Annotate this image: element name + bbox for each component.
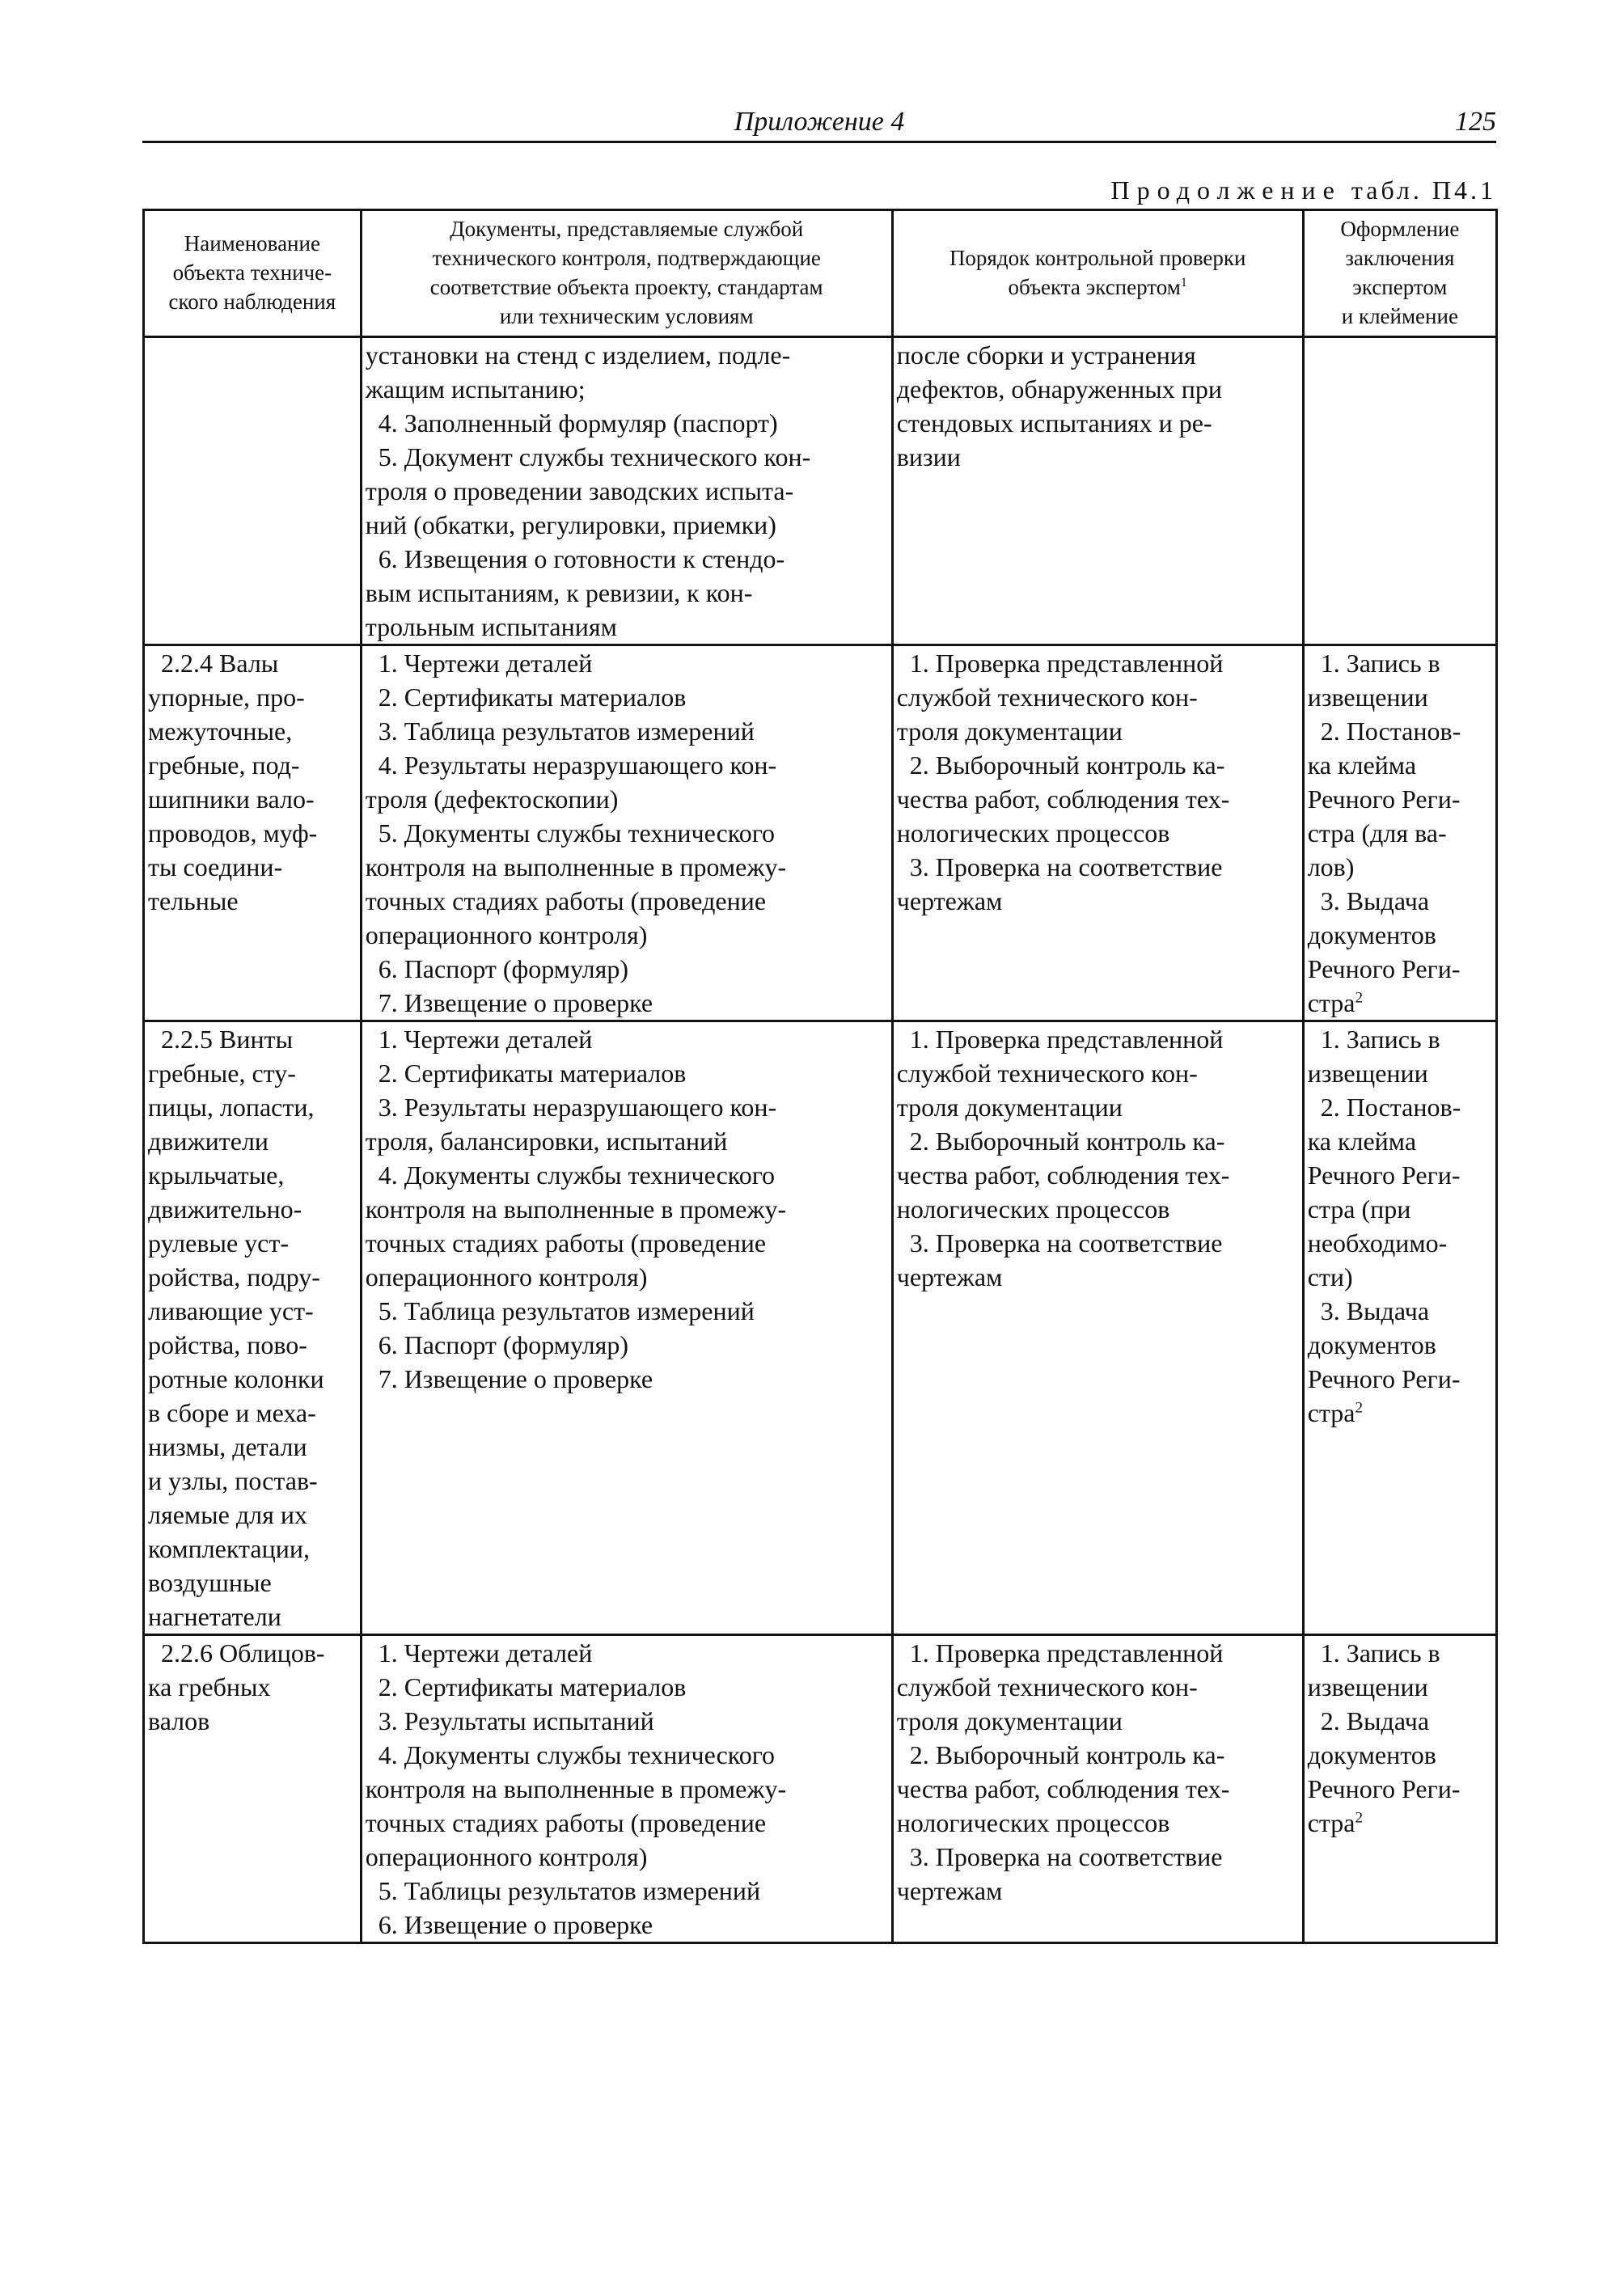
cell-line: 1. Проверка представленной bbox=[909, 1025, 1224, 1054]
cell-line: визии bbox=[896, 442, 961, 471]
cell-line: 3. Результаты неразрушающего кон- bbox=[378, 1093, 777, 1122]
documents-cell bbox=[361, 337, 892, 645]
header-line: объекта экспертом$^1$ bbox=[1008, 275, 1187, 299]
cell-line: упорные, про- bbox=[148, 683, 305, 712]
cell-line: 4. Заполненный формуляр (паспорт) bbox=[378, 408, 778, 437]
cell-line: документов bbox=[1307, 1330, 1436, 1359]
table-body bbox=[144, 337, 1497, 1943]
cell-line: 6. Паспорт (формуляр) bbox=[378, 1330, 628, 1359]
table-row bbox=[144, 1635, 1497, 1943]
header-line: Оформление bbox=[1340, 217, 1460, 241]
object-cell bbox=[144, 337, 362, 645]
cell-line: ка гребных bbox=[148, 1672, 271, 1701]
conclusion-cell bbox=[1303, 645, 1496, 1021]
cell-line: троля документации bbox=[896, 1706, 1123, 1735]
header-line: соответствие объекта проекту, стандартам bbox=[429, 275, 823, 299]
cell-line: 3. Таблица результатов измерений bbox=[378, 716, 755, 746]
cell-line: нологических процессов bbox=[896, 1808, 1170, 1837]
header-line: ского наблюдения bbox=[168, 290, 336, 314]
cell-line: дефектов, обнаруженных при bbox=[896, 374, 1222, 404]
column-header-documents bbox=[361, 210, 892, 337]
cell-line: тельные bbox=[148, 886, 239, 915]
section-title: Приложение 4 bbox=[734, 107, 905, 137]
cell-line: ка клейма bbox=[1307, 750, 1417, 780]
cell-line: ты соедини- bbox=[148, 852, 283, 881]
cell-line: ройства, пово- bbox=[148, 1330, 307, 1359]
object-cell bbox=[144, 1021, 362, 1635]
documents-cell bbox=[361, 1021, 892, 1635]
column-header-conclusion bbox=[1303, 210, 1496, 337]
cell-line: чертежам bbox=[896, 1262, 1003, 1291]
cell-line: 6. Паспорт (формуляр) bbox=[378, 954, 628, 983]
cell-line: трольным испытаниям bbox=[365, 612, 617, 641]
cell-line: 1. Запись в bbox=[1320, 1638, 1440, 1668]
running-header bbox=[142, 105, 1496, 143]
footnote-mark: 2 bbox=[1355, 1399, 1364, 1417]
cell-line: вым испытаниям, к ревизии, к кон- bbox=[365, 578, 753, 607]
cell-line: в сборе и меха- bbox=[148, 1398, 316, 1427]
cell-line: чертежам bbox=[896, 1876, 1003, 1905]
conclusion-cell bbox=[1303, 1635, 1496, 1943]
table-reference: табл. П4.1 bbox=[1351, 175, 1496, 205]
cell-line: 5. Документ службы технического кон- bbox=[378, 442, 811, 471]
cell-line: 2. Сертификаты материалов bbox=[378, 1059, 687, 1088]
cell-line: 3. Выдача bbox=[1320, 886, 1430, 915]
cell-line: 3. Проверка на соответствие bbox=[909, 852, 1223, 881]
header-line: экспертом bbox=[1352, 275, 1448, 299]
cell-line: нагнетатели bbox=[148, 1602, 281, 1631]
cell-line: 1. Чертежи деталей bbox=[378, 649, 593, 678]
footnote-mark: 1 bbox=[1180, 275, 1187, 290]
cell-line: пицы, лопасти, bbox=[148, 1093, 315, 1122]
object-cell bbox=[144, 645, 362, 1021]
cell-line: Речного Реги- bbox=[1307, 1364, 1461, 1393]
cell-line: и узлы, постав- bbox=[148, 1466, 318, 1495]
cell-line: сти) bbox=[1307, 1262, 1353, 1291]
cell-line: контроля на выполненные в промежу- bbox=[365, 1774, 787, 1803]
cell-line: 4. Документы службы технического bbox=[378, 1160, 776, 1190]
cell-line: 1. Проверка представленной bbox=[909, 1638, 1224, 1668]
cell-line: шипники вало- bbox=[148, 784, 315, 814]
cell-line: контроля на выполненные в промежу- bbox=[365, 852, 787, 881]
cell-line: 5. Таблицы результатов измерений bbox=[378, 1876, 761, 1905]
column-header-object bbox=[144, 210, 362, 337]
cell-line: стра (для ва- bbox=[1307, 818, 1447, 848]
cell-line: 6. Извещения о готовности к стендо- bbox=[378, 544, 785, 573]
cell-line: 2.2.6 Облицов- bbox=[161, 1638, 325, 1668]
cell-line: операционного контроля) bbox=[365, 920, 648, 949]
cell-line: 2. Постанов- bbox=[1320, 716, 1461, 746]
cell-line: нологических процессов bbox=[896, 1194, 1170, 1224]
inspection-table bbox=[142, 209, 1498, 1944]
cell-line: операционного контроля) bbox=[365, 1262, 648, 1291]
cell-line: жащим испытанию; bbox=[365, 374, 586, 404]
page-number: 125 bbox=[1455, 107, 1496, 137]
cell-line: Речного Реги- bbox=[1307, 954, 1461, 983]
cell-line: извещении bbox=[1307, 683, 1428, 712]
cell-line: стра$^2$ bbox=[1307, 1398, 1364, 1427]
cell-line: ротные колонки bbox=[148, 1364, 324, 1393]
cell-line: ливающие уст- bbox=[148, 1296, 314, 1325]
cell-line: извещении bbox=[1307, 1059, 1428, 1088]
cell-line: 1. Чертежи деталей bbox=[378, 1638, 593, 1668]
cell-line: чества работ, соблюдения тех- bbox=[896, 1774, 1230, 1803]
cell-line: чества работ, соблюдения тех- bbox=[896, 1160, 1230, 1190]
cell-line: стендовых испытаниях и ре- bbox=[896, 408, 1212, 437]
documents-cell bbox=[361, 645, 892, 1021]
footnote-mark: 2 bbox=[1355, 1809, 1364, 1827]
cell-line: 6. Извещение о проверке bbox=[378, 1910, 653, 1939]
continuation-label: Продолжение bbox=[1110, 175, 1342, 205]
check-cell bbox=[892, 645, 1303, 1021]
table-row bbox=[144, 337, 1497, 645]
conclusion-cell bbox=[1303, 1021, 1496, 1635]
cell-line: документов bbox=[1307, 1740, 1436, 1769]
cell-line: необходимо- bbox=[1307, 1228, 1448, 1258]
cell-line: крыльчатые, bbox=[148, 1160, 285, 1190]
cell-line: стра$^2$ bbox=[1307, 1808, 1364, 1837]
cell-line: 2. Сертификаты материалов bbox=[378, 1672, 687, 1701]
cell-line: 2. Сертификаты материалов bbox=[378, 683, 687, 712]
header-line: технического контроля, подтверждающие bbox=[432, 246, 821, 270]
cell-line: 3. Проверка на соответствие bbox=[909, 1842, 1223, 1871]
cell-line: 3. Выдача bbox=[1320, 1296, 1430, 1325]
cell-line: движительно- bbox=[148, 1194, 302, 1224]
cell-line: межуточные, bbox=[148, 716, 293, 746]
cell-line: рулевые уст- bbox=[148, 1228, 289, 1258]
cell-line: точных стадиях работы (проведение bbox=[365, 886, 767, 915]
cell-line: 4. Результаты неразрушающего кон- bbox=[378, 750, 777, 780]
cell-line: троля документации bbox=[896, 1093, 1123, 1122]
cell-line: 4. Документы службы технического bbox=[378, 1740, 776, 1769]
cell-line: 1. Запись в bbox=[1320, 1025, 1440, 1054]
cell-line: троля, балансировки, испытаний bbox=[365, 1126, 728, 1156]
cell-line: контроля на выполненные в промежу- bbox=[365, 1194, 787, 1224]
check-cell bbox=[892, 1635, 1303, 1943]
cell-line: воздушные bbox=[148, 1568, 272, 1597]
cell-line: гребные, сту- bbox=[148, 1059, 296, 1088]
cell-line: ний (обкатки, регулировки, приемки) bbox=[365, 510, 776, 539]
cell-line: 2. Выборочный контроль ка- bbox=[909, 750, 1225, 780]
cell-line: установки на стенд с изделием, подле- bbox=[365, 340, 791, 370]
cell-line: 7. Извещение о проверке bbox=[378, 1364, 653, 1393]
cell-line: 2. Выборочный контроль ка- bbox=[909, 1740, 1225, 1769]
cell-line: точных стадиях работы (проведение bbox=[365, 1228, 767, 1258]
cell-line: 3. Проверка на соответствие bbox=[909, 1228, 1223, 1258]
header-line: Документы, представляемые службой bbox=[450, 217, 804, 241]
cell-line: комплектации, bbox=[148, 1534, 310, 1563]
documents-cell bbox=[361, 1635, 892, 1943]
cell-line: 1. Чертежи деталей bbox=[378, 1025, 593, 1054]
cell-line: стра (при bbox=[1307, 1194, 1411, 1224]
cell-line: Речного Реги- bbox=[1307, 784, 1461, 814]
cell-line: Речного Реги- bbox=[1307, 1160, 1461, 1190]
cell-line: извещении bbox=[1307, 1672, 1428, 1701]
cell-line: стра$^2$ bbox=[1307, 988, 1364, 1017]
cell-line: точных стадиях работы (проведение bbox=[365, 1808, 767, 1837]
cell-line: проводов, муф- bbox=[148, 818, 318, 848]
cell-line: валов bbox=[148, 1706, 210, 1735]
cell-line: 2. Выдача bbox=[1320, 1706, 1430, 1735]
cell-line: лов) bbox=[1307, 852, 1355, 881]
cell-line: нологических процессов bbox=[896, 818, 1170, 848]
cell-line: 1. Проверка представленной bbox=[909, 649, 1224, 678]
cell-line: ка клейма bbox=[1307, 1126, 1417, 1156]
cell-line: ройства, подру- bbox=[148, 1262, 320, 1291]
check-cell bbox=[892, 1021, 1303, 1635]
cell-line: 2.2.4 Валы bbox=[161, 649, 279, 678]
header-line: Порядок контрольной проверки bbox=[949, 246, 1246, 270]
cell-line: движители bbox=[148, 1126, 269, 1156]
cell-line: троля (дефектоскопии) bbox=[365, 784, 619, 814]
cell-line: 2. Выборочный контроль ка- bbox=[909, 1126, 1225, 1156]
cell-line: 3. Результаты испытаний bbox=[378, 1706, 654, 1735]
check-cell bbox=[892, 337, 1303, 645]
header-line: или техническим условиям bbox=[499, 304, 754, 328]
cell-line: троля документации bbox=[896, 716, 1123, 746]
object-cell bbox=[144, 1635, 362, 1943]
table-row bbox=[144, 645, 1497, 1021]
header-line: объекта техниче- bbox=[172, 260, 332, 285]
cell-line: службой технического кон- bbox=[896, 683, 1198, 712]
cell-line: чества работ, соблюдения тех- bbox=[896, 784, 1230, 814]
cell-line: после сборки и устранения bbox=[896, 340, 1196, 370]
footnote-mark: 2 bbox=[1355, 989, 1364, 1007]
table-continuation-caption bbox=[1111, 175, 1497, 205]
table-row bbox=[144, 1021, 1497, 1635]
cell-line: 7. Извещение о проверке bbox=[378, 988, 653, 1017]
cell-line: 1. Запись в bbox=[1320, 649, 1440, 678]
header-line: Наименование bbox=[184, 231, 320, 256]
header-line: заключения bbox=[1345, 246, 1455, 270]
column-header-check-procedure bbox=[892, 210, 1303, 337]
cell-line: 2.2.5 Винты bbox=[161, 1025, 294, 1054]
cell-line: 5. Таблица результатов измерений bbox=[378, 1296, 755, 1325]
cell-line: чертежам bbox=[896, 886, 1003, 915]
conclusion-cell bbox=[1303, 337, 1496, 645]
cell-line: операционного контроля) bbox=[365, 1842, 648, 1871]
cell-line: ляемые для их bbox=[148, 1500, 307, 1529]
cell-line: службой технического кон- bbox=[896, 1672, 1198, 1701]
cell-line: троля о проведении заводских испыта- bbox=[365, 476, 794, 505]
table-header-row bbox=[144, 210, 1497, 337]
cell-line: низмы, детали bbox=[148, 1432, 307, 1461]
cell-line: 5. Документы службы технического bbox=[378, 818, 776, 848]
cell-line: 2. Постанов- bbox=[1320, 1093, 1461, 1122]
cell-line: гребные, под- bbox=[148, 750, 300, 780]
cell-line: службой технического кон- bbox=[896, 1059, 1198, 1088]
cell-line: документов bbox=[1307, 920, 1436, 949]
header-line: и клеймение bbox=[1341, 304, 1458, 328]
cell-line: Речного Реги- bbox=[1307, 1774, 1461, 1803]
